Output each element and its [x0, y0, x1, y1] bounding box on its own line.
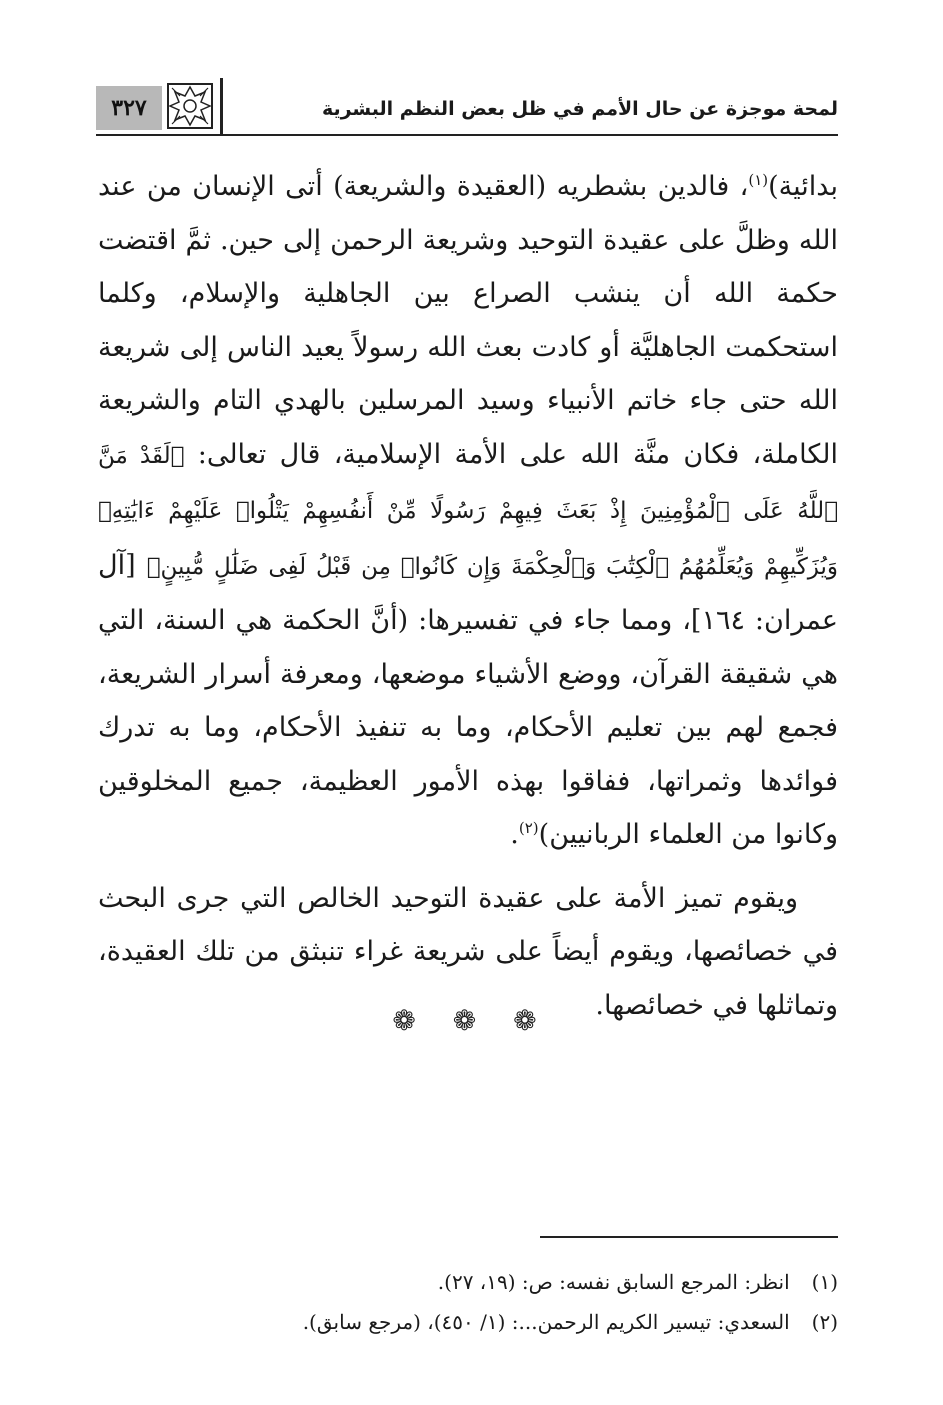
text-run: ، فالدين بشطريه (العقيدة والشريعة) أتى الإنسان من عند الله وظلَّ على عقيدة التوحيد وشريعة الرحمن إلى حين. ثمَّ اقتضت حكمة الله أن ينشب الصراع بين الجاهلية والإسلام، وكلما استحكمت الجاهليَّة أو كادت بعث الله رسولاً يعيد الناس إلى شريعة الله حتى جاء خاتم الأنبياء وسيد المرسلين بالهدي التام والشريعة الكاملة، فكان منَّة الله على الأمة الإسلامية، قال تعالى: — [98, 171, 838, 470]
footnote-ref-1: (١) — [748, 171, 769, 189]
footnote-1 — [98, 1262, 838, 1302]
text-run: . — [510, 819, 519, 850]
section-separator: ❁ ❁ ❁ — [392, 1004, 551, 1037]
footnote-number: (١) — [811, 1270, 838, 1294]
text-run: بدائية) — [768, 171, 838, 202]
paragraph-2: ويقوم تميز الأمة على عقيدة التوحيد الخالص التي جرى البحث في خصائصها، ويقوم أيضاً على شريعة غراء تنبثق من تلك العقيدة، وتماثلها في خصائصها. — [98, 882, 838, 1021]
header-divider — [220, 78, 223, 134]
main-text — [98, 160, 838, 1032]
footnote-ref-2: (٢) — [518, 819, 539, 837]
footnote-number: (٢) — [811, 1310, 838, 1334]
running-title: لمحة موجزة عن حال الأمم في ظل بعض النظم البشرية — [321, 98, 838, 120]
ornament-icon — [166, 82, 214, 130]
page-header — [96, 78, 838, 136]
page-number: ٣٢٧ — [96, 86, 162, 130]
quran-verse: ﴿لَقَدْ مَنَّ ٱللَّهُ عَلَى ٱلْمُؤْمِنِينَ إِذْ بَعَثَ فِيهِمْ رَسُولًا مِّنْ أَنفُسِهِمْ يَتْلُوا۟ عَلَيْهِمْ ءَايَٰتِهِۦ وَيُزَكِّيهِمْ وَيُعَلِّمُهُمُ ٱلْكِتَٰبَ وَٱلْحِكْمَةَ وَإِن كَانُوا۟ مِن قَبْلُ لَفِى ضَلَٰلٍ مُّبِينٍ﴾ — [98, 442, 838, 580]
footnote-text: السعدي: تيسير الكريم الرحمن...: (١/ ٤٥٠)، (مرجع سابق). — [302, 1310, 790, 1334]
footnote-rule — [540, 1236, 838, 1238]
footnote-text: انظر: المرجع السابق نفسه: ص: (١٩، ٢٧). — [437, 1270, 790, 1294]
footnotes — [98, 1262, 838, 1342]
footnote-2 — [98, 1302, 838, 1342]
paragraph-1 — [98, 160, 838, 862]
text-run: [آل عمران: ١٦٤]، ومما جاء في تفسيرها: (أنَّ الحكمة هي السنة، التي هي شقيقة القرآن، ووضع الأشياء موضعها، ومعرفة أسرار الشريعة، فجمع لهم بين تعليم الأحكام، وما به تنفيذ الأحكام، وما به تدرك فوائدها وثمراتها، ففاقوا بهذه الأمور العظيمة، جميع المخلوقين وكانوا من العلماء الربانيين) — [98, 549, 838, 850]
